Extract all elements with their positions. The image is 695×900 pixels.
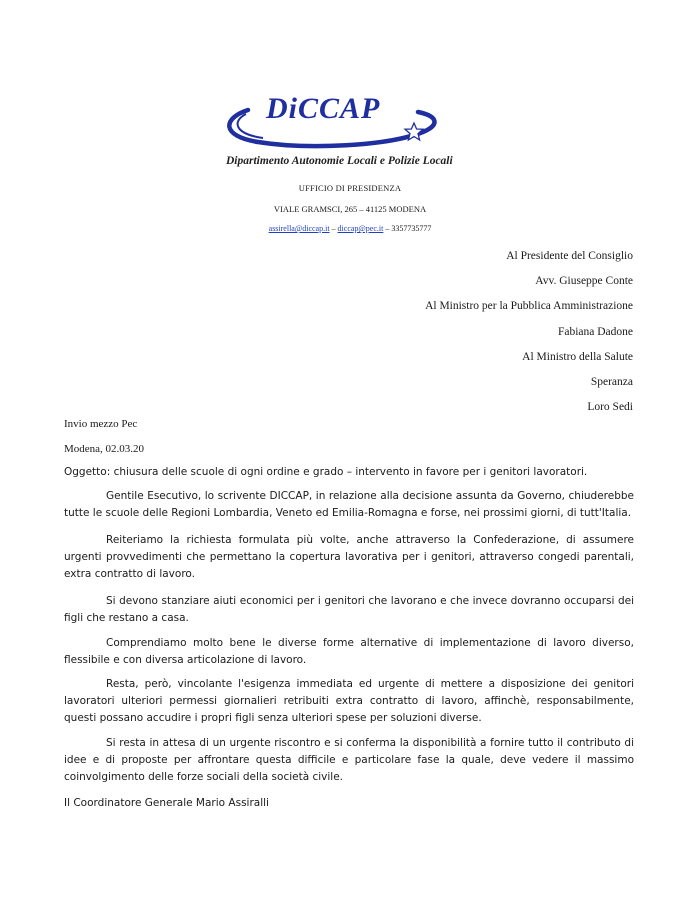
signature: Il Coordinatore Generale Mario Assiralli [64,797,269,809]
recipient-line: Al Ministro della Salute [522,350,633,363]
body-paragraph: Resta, però, vincolante l'esigenza immediata ed urgente di mettere a disposizione dei genitori lavoratori ulteriori permessi giornalieri retribuiti extra contratto di lavoro, affinchè, responsabilmente, questi possano accudire i propri figli senza ulteriori spese per soluzioni diverse. [64,678,634,724]
contact-separator: – [329,224,338,233]
department-name: Dipartimento Autonomie Locali e Polizie Locali [226,155,453,167]
subject-line: Oggetto: chiusura delle scuole di ogni ordine e grado – intervento in favore per i genitori lavoratori. [64,466,588,478]
phone-number: – 3357735777 [383,224,432,233]
body-paragraph: Comprendiamo molto bene le diverse forme alternative di implementazione di lavoro diverso, flessibile e con diversa articolazione di lavoro. [64,637,634,666]
body-paragraph: Si devono stanziare aiuti economici per i genitori che lavorano e che invece dovranno occuparsi dei figli che restano a casa. [64,595,634,624]
recipients-block [425,244,633,420]
recipient-line: Al Presidente del Consiglio [506,250,633,262]
recipient-line: Avv. Giuseppe Conte [535,275,633,288]
recipient-line: Fabiana Dadone [557,325,633,338]
sending-method: Invio mezzo Pec [64,418,138,430]
recipient-line: Speranza [590,375,633,388]
office-name: UFFICIO DI PRESIDENZA [298,183,402,193]
email-link-1[interactable]: assirella@diccap.it [268,224,330,233]
body-paragraph: Reiteriamo la richiesta formulata più volte, anche attraverso la Confederazione, di assumere urgenti provvedimenti che permettano la copertura lavorativa per i genitori, attraverso congedi parentali, extra contratto di lavoro. [64,534,634,580]
recipient-line: Loro Sedi [587,401,633,414]
email-link-2[interactable]: diccap@pec.it [337,224,384,233]
place-date: Modena, 02.03.20 [64,443,145,455]
contact-line [200,224,500,233]
logo-wordmark: DiCCAP [266,92,381,125]
office-address: VIALE GRAMSCI, 265 – 41125 MODENA [273,204,427,214]
body-paragraph: Si resta in attesa di un urgente riscontro e si conferma la disponibilità a fornire tutto il contributo di idee e di proposte per affrontare questa difficile e particolare fase la quale, deve vedere il massimo coinvolgimento delle forze sociali della società civile. [64,737,634,783]
recipient-line: Al Ministro per la Pubblica Amministrazione [425,300,633,313]
diccap-logo [218,88,440,158]
body-paragraph: Gentile Esecutivo, lo scrivente DICCAP, in relazione alla decisione assunta da Governo, chiuderebbe tutte le scuole delle Regioni Lombardia, Veneto ed Emilia-Romagna e forse, nei prossimi giorni, di tutt'Italia. [64,490,634,519]
